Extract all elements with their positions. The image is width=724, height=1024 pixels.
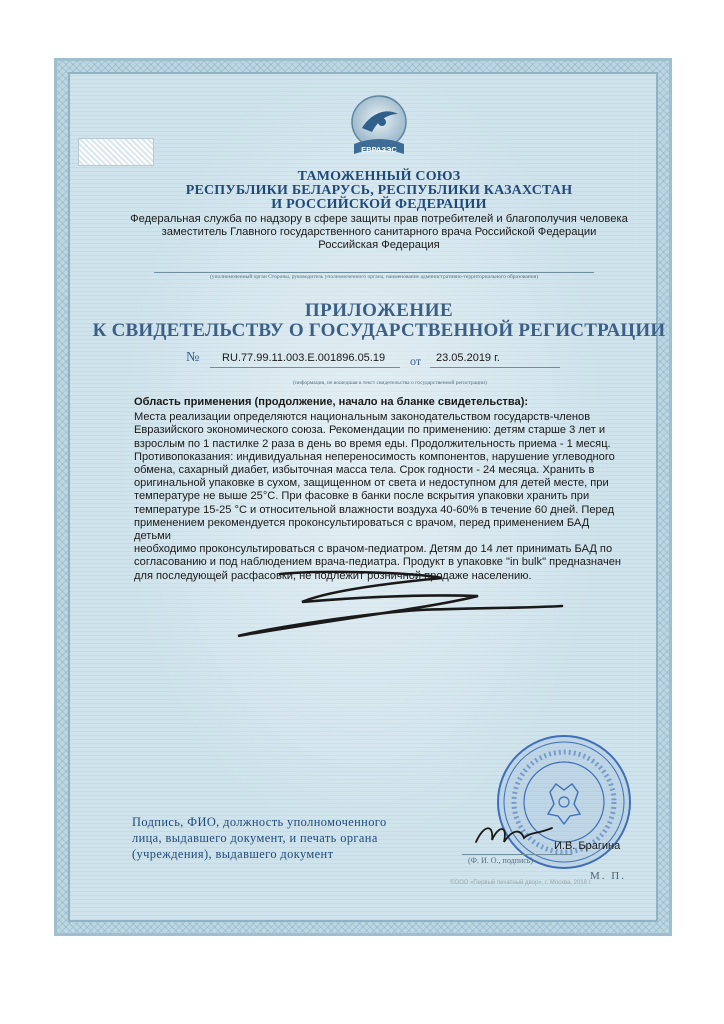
printer-footer: ©ООО «Первый печатный двор», г. Москва, 2018 г.	[450, 880, 592, 886]
authority-line-3: Российская Федерация	[318, 239, 440, 251]
authority-caption: (уполномоченный орган Стороны, руководитель уполномоченного органа, наименование административно-территориального образования)	[209, 274, 539, 280]
body-line: Евразийского экономического союза. Рекомендации по применению: детям старше 3 лет и	[134, 424, 606, 437]
eurasec-emblem	[332, 94, 426, 160]
authority-line-2: заместитель Главного государственного санитарного врача Российской Федерации	[161, 226, 597, 238]
body-line: температуре не выше 25°С. При фасовке в банки после вскрытия упаковки хранить при	[134, 490, 590, 503]
signature-caption-3: (учреждения), выдавшего документ	[132, 847, 334, 861]
closing-signature-stroke	[210, 568, 570, 642]
title-line-1: ПРИЛОЖЕНИЕ	[304, 300, 454, 321]
official-signature	[474, 820, 554, 850]
number-sign: №	[186, 350, 200, 365]
date-underline	[430, 367, 560, 368]
body-line: согласованию и под наблюдением врача-педиатра. Продукт в упаковке "in bulk" предназначен	[134, 556, 622, 569]
body-line: необходимо проконсультироваться с врачом-педиатром. Детям до 14 лет принимать БАД по	[134, 543, 613, 556]
header-line-1: ТАМОЖЕННЫЙ СОЮЗ	[297, 169, 461, 184]
registration-number: RU.77.99.11.003.E.001896.05.19	[222, 352, 386, 364]
application-heading: Область применения (продолжение, начало на бланке свидетельства):	[134, 396, 529, 408]
authority-line-1: Федеральная служба по надзору в сфере защиты прав потребителей и благополучия человека	[130, 213, 628, 225]
registration-caption: (информация, не вошедшая в текст свидетельства о государственной регистрации)	[293, 380, 487, 386]
header-line-2: РЕСПУБЛИКИ БЕЛАРУСЬ, РЕСПУБЛИКИ КАЗАХСТАН	[185, 183, 573, 198]
signature-block	[132, 814, 412, 862]
signatory-name: И.В. Брагина	[554, 840, 621, 852]
body-line: оригинальной упаковке в сухом, защищенном от света и недоступном для детей месте, при	[134, 477, 609, 490]
body-line: Противопоказания: индивидуальная непереносимость компонентов, нарушение углеводного	[134, 450, 615, 463]
signature-caption-1: Подпись, ФИО, должность уполномоченного	[132, 815, 387, 829]
fio-underline	[462, 854, 572, 855]
from-label: от	[410, 354, 422, 368]
signature-caption-2: лица, выдавшего документ, и печать органа	[132, 831, 378, 845]
certificate-sheet	[54, 58, 672, 936]
authority-underline	[154, 272, 594, 273]
application-text	[134, 396, 629, 583]
registration-date: 23.05.2019 г.	[436, 352, 500, 364]
number-underline	[210, 367, 400, 368]
document-body	[68, 72, 666, 922]
emblem-label: ЕВРАЗЭС	[361, 145, 397, 154]
body-line: применением рекомендуется проконсультироваться с врачом, перед применением БАД детьми	[134, 516, 590, 543]
title-line-2: К СВИДЕТЕЛЬСТВУ О ГОСУДАРСТВЕННОЙ РЕГИСТРАЦИИ	[92, 320, 666, 341]
body-line: для последующей расфасовки, не подлежит розничной продаже населению.	[134, 569, 532, 582]
body-line: обмена, сахарный диабет, избыточная масса тела. Срок годности - 24 месяца. Хранить в	[134, 464, 595, 477]
seal-place-label: М. П.	[590, 870, 626, 882]
body-line: Места реализации определяются национальным законодательством государств-членов	[134, 411, 591, 424]
fio-caption: (Ф. И. О., подпись)	[468, 856, 534, 865]
hologram-sticker	[78, 138, 154, 166]
body-line: температуре 15-25 °С и относительной влажности воздуха 40-60% в течение 60 дней. Перед	[134, 503, 615, 516]
header-line-3: И РОССИЙСКОЙ ФЕДЕРАЦИИ	[271, 197, 487, 212]
body-line: взрослым по 1 пастилке 2 раза в день во время еды. Продолжительность приема - 1 месяц.	[134, 437, 611, 450]
